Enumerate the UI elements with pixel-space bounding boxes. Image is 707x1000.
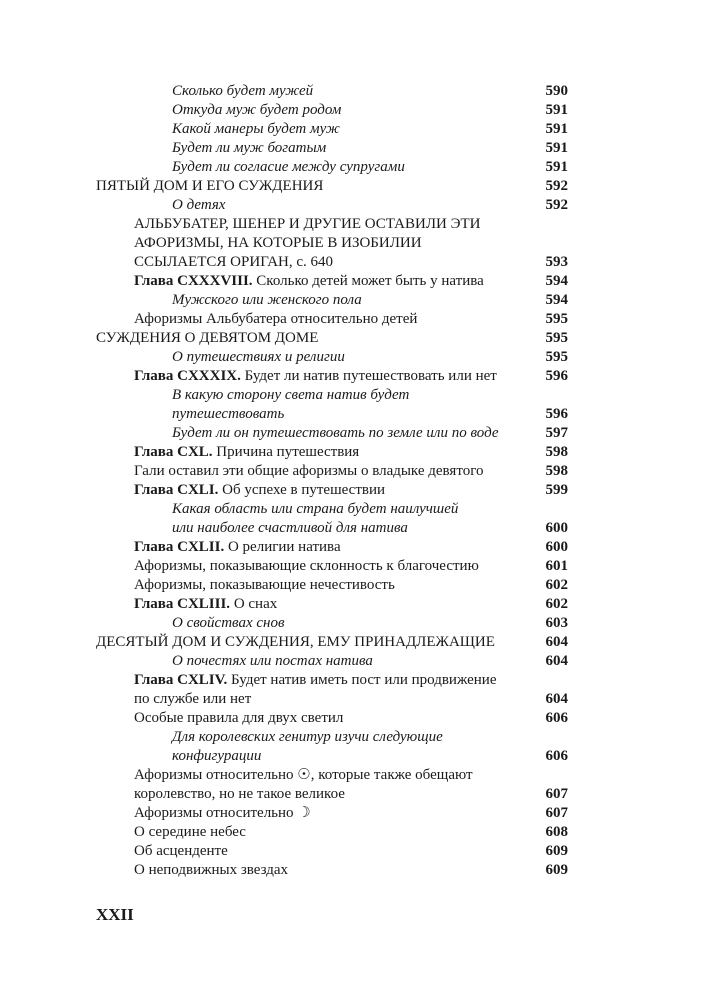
- toc-page-number: 600: [545, 539, 568, 555]
- toc-entry-line: [96, 633, 568, 652]
- toc-page-number: 609: [545, 843, 568, 859]
- toc-page-number: 604: [545, 634, 568, 650]
- toc-entry-text: [172, 291, 534, 310]
- toc-entry-title: АФОРИЗМЫ, НА КОТОРЫЕ В ИЗОБИЛИИ: [134, 235, 422, 251]
- chapter-label: Глава CXXXVIII.: [134, 273, 253, 289]
- toc-entry-line: [96, 690, 568, 709]
- toc-entry-text: [134, 462, 534, 481]
- toc-entry-line: [96, 500, 568, 519]
- toc-entry-line: [96, 82, 568, 101]
- toc-entry-line: [96, 842, 568, 861]
- toc-entry-title: Афоризмы относительно ☽: [134, 805, 311, 821]
- toc-page-number: 594: [545, 273, 568, 289]
- toc-entry-line: [96, 804, 568, 823]
- toc-entry-line: [96, 671, 568, 690]
- toc-entry-text: [134, 310, 534, 329]
- toc-entry-text: [172, 101, 534, 120]
- toc-entry-line: [96, 481, 568, 500]
- toc-entry-text: [134, 766, 568, 785]
- toc-entry-text: [134, 557, 534, 576]
- toc-entry-line: [96, 215, 568, 234]
- toc-page-number: 594: [545, 292, 568, 308]
- toc-page-number: 591: [545, 121, 568, 137]
- toc-entry-text: [172, 348, 534, 367]
- toc-page-number: 606: [545, 710, 568, 726]
- toc-entry-text: [172, 158, 534, 177]
- toc-entry-text: [172, 196, 534, 215]
- toc-entry-title: О детях: [172, 197, 226, 213]
- toc-entry-title: или наиболее счастливой для натива: [172, 520, 408, 536]
- toc-entry-line: [96, 158, 568, 177]
- toc-page-number: 599: [545, 482, 568, 498]
- toc-page-number: 593: [545, 254, 568, 270]
- toc-entry-line: [96, 120, 568, 139]
- toc-entry-text: [172, 120, 534, 139]
- toc-page-number: 602: [545, 596, 568, 612]
- toc-page-number: 608: [545, 824, 568, 840]
- toc-entry-title: Особые правила для двух светил: [134, 710, 344, 726]
- toc-entry-line: [96, 291, 568, 310]
- toc-entry-title: Будет ли натив путешествовать или нет: [240, 368, 497, 384]
- toc-entry-text: [172, 652, 534, 671]
- toc-entry-text: [134, 538, 534, 557]
- toc-entry-line: [96, 177, 568, 196]
- toc-entry-title: Для королевских генитур изучи следующие: [172, 729, 443, 745]
- toc-entry-title: конфигурации: [172, 748, 262, 764]
- toc-page-number: 592: [545, 178, 568, 194]
- toc-entry-line: [96, 747, 568, 766]
- toc-entry-line: [96, 576, 568, 595]
- toc-entry-text: [134, 272, 534, 291]
- toc-entry-line: [96, 861, 568, 880]
- toc-entry-line: [96, 367, 568, 386]
- toc-entry-text: [172, 139, 534, 158]
- toc-page-number: 598: [545, 463, 568, 479]
- toc-entry-title: АЛЬБУБАТЕР, ШЕНЕР И ДРУГИЕ ОСТАВИЛИ ЭТИ: [134, 216, 481, 232]
- toc-entry-line: [96, 424, 568, 443]
- toc-entry-title: ПЯТЫЙ ДОМ И ЕГО СУЖДЕНИЯ: [96, 178, 324, 194]
- toc-entry-text: [172, 747, 534, 766]
- toc-entry-text: [134, 842, 534, 861]
- toc-entry-line: [96, 196, 568, 215]
- toc-page-number: 597: [545, 425, 568, 441]
- toc-entry-line: [96, 405, 568, 424]
- toc-entry-text: [96, 177, 534, 196]
- toc-entry-line: [96, 538, 568, 557]
- toc-entry-title: Будет ли он путешествовать по земле или по воде: [172, 425, 499, 441]
- chapter-label: Глава CXLIII.: [134, 596, 231, 612]
- toc-entry-title: О религии натива: [224, 539, 341, 555]
- toc-page-number: 607: [545, 805, 568, 821]
- toc-entry-title: Сколько детей может быть у натива: [252, 273, 484, 289]
- toc-entry-text: [134, 671, 568, 690]
- toc-entry-title: Причина путешествия: [212, 444, 360, 460]
- toc-entry-text: [134, 861, 534, 880]
- toc-entry-text: [172, 386, 568, 405]
- toc-entry-line: [96, 348, 568, 367]
- toc-entry-title: Об асценденте: [134, 843, 228, 859]
- toc-entry-title: О середине небес: [134, 824, 246, 840]
- toc-entry-line: [96, 766, 568, 785]
- toc-entry-title: О снах: [230, 596, 278, 612]
- page-number-folio: XXII: [96, 905, 134, 924]
- toc-page-number: 601: [545, 558, 568, 574]
- toc-page-number: 603: [545, 615, 568, 631]
- toc-entry-title: Афоризмы, показывающие склонность к благочестию: [134, 558, 479, 574]
- toc-entry-text: [134, 804, 534, 823]
- toc-entry-title: Откуда муж будет родом: [172, 102, 342, 118]
- toc-entry-line: [96, 785, 568, 804]
- toc-page-number: 596: [545, 406, 568, 422]
- toc-entry-line: [96, 652, 568, 671]
- toc-entry-line: [96, 253, 568, 272]
- toc-entry-title: ДЕСЯТЫЙ ДОМ И СУЖДЕНИЯ, ЕМУ ПРИНАДЛЕЖАЩИЕ: [96, 634, 495, 650]
- toc-entry-title: Мужского или женского пола: [172, 292, 362, 308]
- toc-entry-title: Будет ли согласие между супругами: [172, 159, 405, 175]
- toc-entry-title: О свойствах снов: [172, 615, 285, 631]
- toc-entry-text: [172, 614, 534, 633]
- chapter-label: Глава CXLI.: [134, 482, 219, 498]
- toc-entry-title: Какой манеры будет муж: [172, 121, 340, 137]
- toc-entry-title: по службе или нет: [134, 691, 252, 707]
- toc-entry-text: [96, 329, 534, 348]
- toc-entry-line: [96, 728, 568, 747]
- toc-entry-line: [96, 329, 568, 348]
- toc-entry-text: [134, 481, 534, 500]
- toc-entry-title: О неподвижных звездах: [134, 862, 289, 878]
- toc-entry-title: королевство, но не такое великое: [134, 786, 345, 802]
- toc-entry-text: [134, 443, 534, 462]
- chapter-label: Глава CXXXIX.: [134, 368, 241, 384]
- toc-entry-text: [134, 576, 534, 595]
- toc-page-number: 606: [545, 748, 568, 764]
- toc-entry-text: [172, 405, 534, 424]
- toc-page-number: 607: [545, 786, 568, 802]
- toc-entry-text: [134, 215, 568, 234]
- toc-entry-line: [96, 272, 568, 291]
- toc-page-number: 598: [545, 444, 568, 460]
- toc-entry-line: [96, 519, 568, 538]
- toc-entry-title: путешествовать: [172, 406, 285, 422]
- table-of-contents: [96, 82, 568, 880]
- toc-entry-text: [172, 519, 534, 538]
- toc-entry-text: [172, 82, 534, 101]
- toc-entry-text: [134, 367, 534, 386]
- toc-page-number: 595: [545, 311, 568, 327]
- toc-entry-text: [134, 234, 568, 253]
- toc-entry-text: [134, 253, 534, 272]
- toc-entry-text: [172, 424, 534, 443]
- toc-entry-line: [96, 595, 568, 614]
- toc-entry-text: [134, 785, 534, 804]
- toc-entry-text: [134, 595, 534, 614]
- toc-page-number: 595: [545, 349, 568, 365]
- toc-entry-text: [134, 823, 534, 842]
- toc-page-number: 596: [545, 368, 568, 384]
- toc-page-number: 604: [545, 653, 568, 669]
- toc-entry-line: [96, 310, 568, 329]
- toc-entry-line: [96, 614, 568, 633]
- toc-entry-line: [96, 234, 568, 253]
- toc-entry-title: Будет натив иметь пост или продвижение: [227, 672, 497, 688]
- toc-entry-text: [134, 709, 534, 728]
- toc-entry-title: Будет ли муж богатым: [172, 140, 327, 156]
- toc-page-number: 592: [545, 197, 568, 213]
- toc-entry-line: [96, 386, 568, 405]
- toc-entry-title: ССЫЛАЕТСЯ ОРИГАН, с. 640: [134, 254, 334, 270]
- toc-entry-title: Какая область или страна будет наилучшей: [172, 501, 459, 517]
- toc-page-number: 591: [545, 159, 568, 175]
- toc-entry-title: Афоризмы относительно ☉, которые также обещают: [134, 767, 473, 783]
- toc-entry-title: Сколько будет мужей: [172, 83, 314, 99]
- toc-entry-title: Об успехе в путешествии: [218, 482, 386, 498]
- toc-entry-line: [96, 823, 568, 842]
- toc-page-number: 609: [545, 862, 568, 878]
- toc-entry-line: [96, 443, 568, 462]
- toc-entry-title: Афоризмы, показывающие нечестивость: [134, 577, 395, 593]
- toc-entry-text: [172, 728, 568, 747]
- toc-entry-title: СУЖДЕНИЯ О ДЕВЯТОМ ДОМЕ: [96, 330, 319, 346]
- toc-entry-line: [96, 462, 568, 481]
- toc-page-number: 604: [545, 691, 568, 707]
- toc-entry-text: [172, 500, 568, 519]
- toc-page-number: 600: [545, 520, 568, 536]
- toc-entry-title: Гали оставил эти общие афоризмы о владыке девятого: [134, 463, 484, 479]
- toc-entry-line: [96, 101, 568, 120]
- toc-page-number: 590: [545, 83, 568, 99]
- toc-entry-title: О путешествиях и религии: [172, 349, 345, 365]
- toc-page-number: 591: [545, 140, 568, 156]
- toc-page-number: 591: [545, 102, 568, 118]
- toc-entry-line: [96, 557, 568, 576]
- toc-page-number: 595: [545, 330, 568, 346]
- toc-entry-line: [96, 139, 568, 158]
- toc-entry-title: Афоризмы Альбубатера относительно детей: [134, 311, 418, 327]
- toc-page-number: 602: [545, 577, 568, 593]
- toc-entry-title: О почестях или постах натива: [172, 653, 373, 669]
- toc-entry-title: В какую сторону света натив будет: [172, 387, 410, 403]
- chapter-label: Глава CXL.: [134, 444, 213, 460]
- toc-entry-text: [96, 633, 534, 652]
- chapter-label: Глава CXLIV.: [134, 672, 228, 688]
- chapter-label: Глава CXLII.: [134, 539, 225, 555]
- toc-entry-line: [96, 709, 568, 728]
- toc-entry-text: [134, 690, 534, 709]
